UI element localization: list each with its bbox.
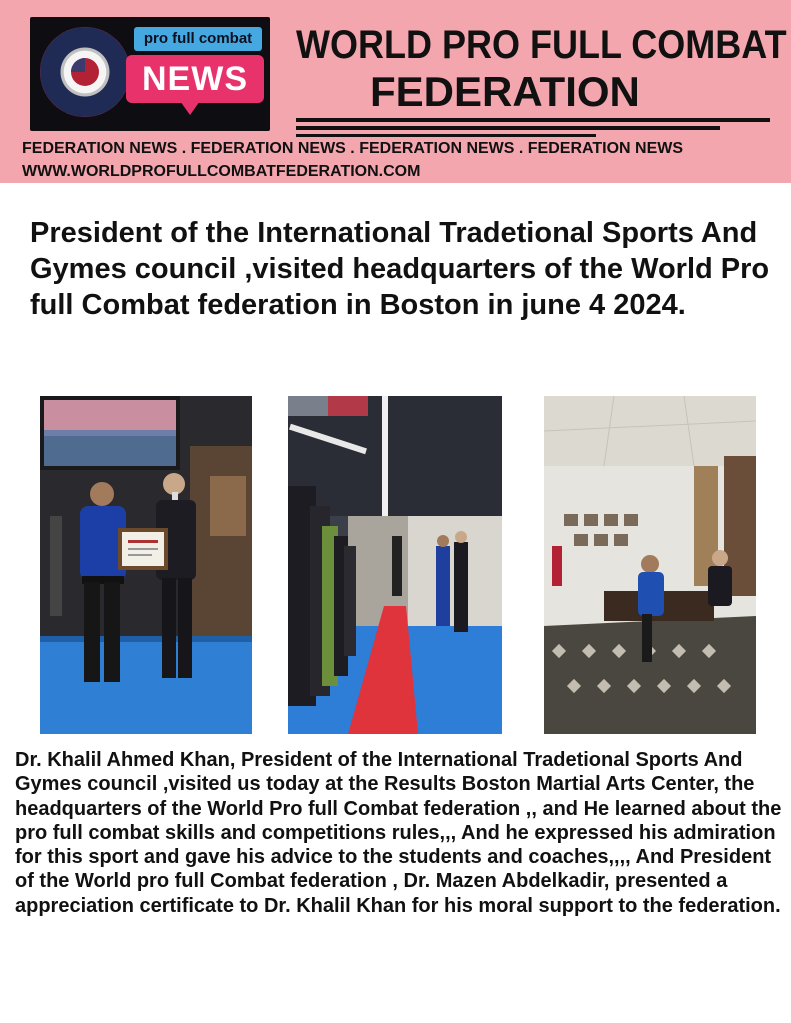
federation-seal-icon [40,27,130,117]
page-title-line1: WORLD PRO FULL COMBAT [296,23,787,67]
logo-news-label: NEWS [126,55,264,103]
us-flag-icon [71,58,99,86]
page-title-line2: FEDERATION [370,68,640,115]
photo-office-meeting [544,396,756,734]
divider-line [296,134,596,137]
speech-bubble-tail-icon [180,101,200,115]
article-body: Dr. Khalil Ahmed Khan, President of the International Tradetional Sports And Gymes council ,visited us today at the Results Boston Martial Arts Center, the headquarters of the World Pro full Combat federation ,, and He learned about the pro full combat skills and competitions rules,,, And he expressed his admiration for this sport and gave his advice to the students and coaches,,,, And President of the World pro full Combat federation , Dr. Mazen Abdelkadir, presented a appreciation certificate to Dr. Khalil Khan for his moral support to the federation. [15,749,782,917]
photo-certificate-presentation [40,396,252,734]
photo-students-lineup [288,396,502,734]
divider-line [296,126,720,130]
news-logo [30,17,270,131]
header-banner [0,0,791,183]
photo-office-scene [544,396,756,734]
photo-lineup-scene [288,396,502,734]
website-link[interactable]: WWW.WORLDPROFULLCOMBATFEDERATION.COM [22,163,421,180]
article-headline: President of the International Tradetional Sports And Gymes council ,visited headquarters of the World Pro full Combat federation in Boston in june 4 2024. [30,217,770,321]
logo-tagline: pro full combat [134,27,262,51]
news-ticker: FEDERATION NEWS . FEDERATION NEWS . FEDERATION NEWS . FEDERATION NEWS [22,140,684,157]
photo-certificate-scene [40,396,252,734]
divider-line [296,118,770,122]
